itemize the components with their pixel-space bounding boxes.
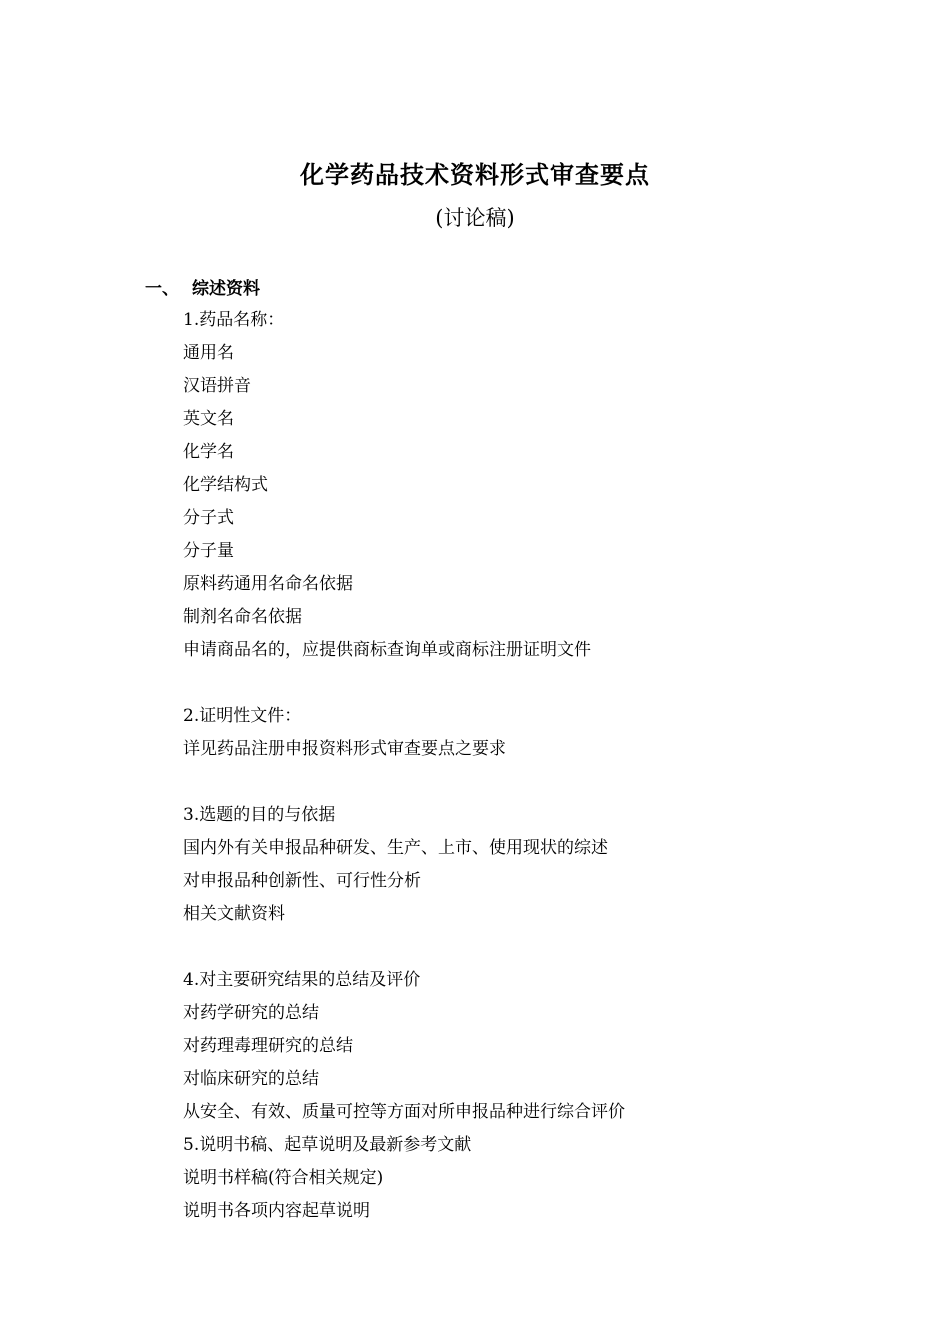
group-heading: 3.选题的目的与依据 <box>183 805 336 825</box>
section-body <box>183 304 883 1228</box>
section-title: 综述资料 <box>192 279 260 299</box>
group-heading: 1.药品名称： <box>183 310 285 330</box>
list-item: 化学名 <box>183 442 234 462</box>
list-item: 对药理毒理研究的总结 <box>183 1036 353 1056</box>
list-item: 申请商品名的，应提供商标查询单或商标注册证明文件 <box>183 640 591 660</box>
document-title: 化学药品技术资料形式审查要点 <box>300 161 650 189</box>
list-item: 汉语拼音 <box>183 376 251 396</box>
list-item: 分子量 <box>183 541 234 561</box>
list-item: 说明书样稿(符合相关规定) <box>183 1168 384 1188</box>
list-item: 说明书各项内容起草说明 <box>183 1201 370 1221</box>
list-item: 英文名 <box>183 409 234 429</box>
blank-line <box>183 766 883 799</box>
group-heading: 5.说明书稿、起草说明及最新参考文献 <box>183 1135 472 1155</box>
list-item: 分子式 <box>183 508 234 528</box>
group-heading: 4.对主要研究结果的总结及评价 <box>183 970 421 990</box>
section-heading <box>145 276 260 302</box>
group-heading: 2.证明性文件： <box>183 706 302 726</box>
list-item: 详见药品注册申报资料形式审查要点之要求 <box>183 739 506 759</box>
blank-line <box>183 667 883 700</box>
list-item: 对临床研究的总结 <box>183 1069 319 1089</box>
list-item: 从安全、有效、质量可控等方面对所申报品种进行综合评价 <box>183 1102 625 1122</box>
list-item: 制剂名命名依据 <box>183 607 302 627</box>
list-item: 对药学研究的总结 <box>183 1003 319 1023</box>
list-item: 国内外有关申报品种研发、生产、上市、使用现状的综述 <box>183 838 608 858</box>
blank-line <box>183 931 883 964</box>
list-item: 化学结构式 <box>183 475 268 495</box>
section-number: 一、 <box>145 279 179 299</box>
list-item: 对申报品种创新性、可行性分析 <box>183 871 421 891</box>
list-item: 原料药通用名命名依据 <box>183 574 353 594</box>
document-subtitle: (讨论稿) <box>435 206 515 230</box>
list-item: 相关文献资料 <box>183 904 285 924</box>
list-item: 通用名 <box>183 343 234 363</box>
